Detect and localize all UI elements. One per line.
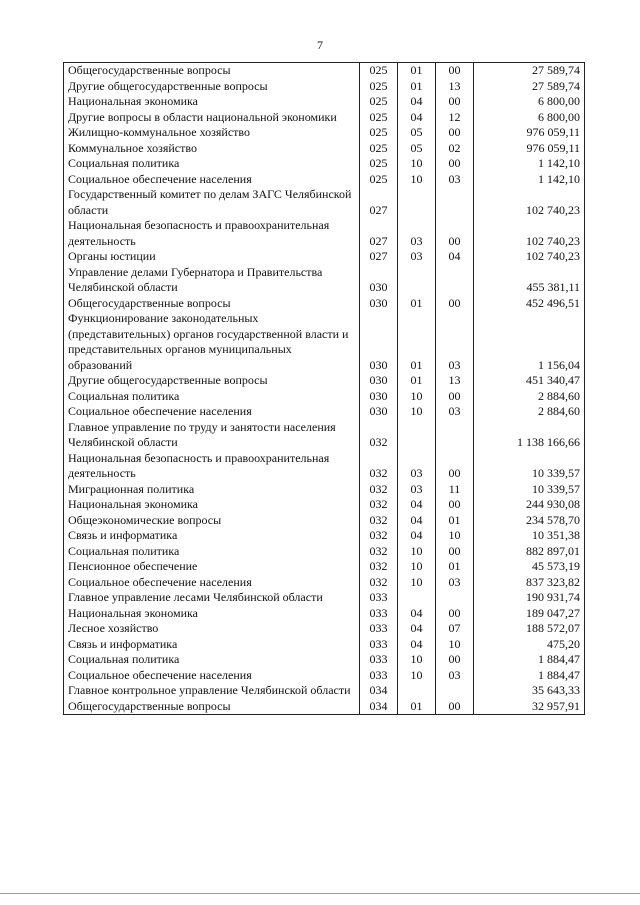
table-row [64,559,585,575]
row-ved-code-cell: 030 [360,404,398,420]
row-section-code-cell: 01 [398,373,436,389]
row-amount-cell: 6 800,00 [474,110,585,126]
table-row [64,110,585,126]
row-amount-cell: 455 381,11 [474,265,585,296]
row-subsection-code-cell: 10 [436,637,474,653]
row-subsection-code-cell: 02 [436,141,474,157]
row-section-code-cell: 10 [398,575,436,591]
row-amount-cell: 2 884,60 [474,389,585,405]
row-name-cell: Государственный комитет по делам ЗАГС Челябинской области [64,187,360,218]
row-section-code-cell: 04 [398,513,436,529]
row-amount-cell: 188 572,07 [474,621,585,637]
row-amount-cell: 452 496,51 [474,296,585,312]
table-row [64,265,585,296]
row-amount-cell: 2 884,60 [474,404,585,420]
row-subsection-code-cell: 11 [436,482,474,498]
row-name-cell: Национальная экономика [64,94,360,110]
table-row [64,296,585,312]
row-amount-cell: 1 884,47 [474,652,585,668]
row-amount-cell: 451 340,47 [474,373,585,389]
row-amount-cell: 976 059,11 [474,125,585,141]
row-name-cell: Другие вопросы в области национальной экономики [64,110,360,126]
row-name-cell: Социальная политика [64,544,360,560]
row-section-code-cell: 01 [398,63,436,79]
row-name-cell: Социальное обеспечение населения [64,404,360,420]
row-section-code-cell: 10 [398,404,436,420]
row-subsection-code-cell: 00 [436,296,474,312]
row-name-cell: Главное управление по труду и занятости населения Челябинской области [64,420,360,451]
row-amount-cell: 976 059,11 [474,141,585,157]
row-section-code-cell: 01 [398,699,436,715]
row-amount-cell: 102 740,23 [474,249,585,265]
row-subsection-code-cell: 00 [436,699,474,715]
row-section-code-cell [398,420,436,451]
table-row [64,125,585,141]
row-section-code-cell: 01 [398,79,436,95]
row-subsection-code-cell: 00 [436,63,474,79]
row-ved-code-cell: 034 [360,699,398,715]
budget-table [63,62,585,715]
row-amount-cell: 10 339,57 [474,451,585,482]
row-amount-cell: 45 573,19 [474,559,585,575]
row-section-code-cell: 10 [398,668,436,684]
row-subsection-code-cell: 07 [436,621,474,637]
row-subsection-code-cell: 12 [436,110,474,126]
row-subsection-code-cell: 13 [436,79,474,95]
table-row [64,606,585,622]
row-name-cell: Общегосударственные вопросы [64,296,360,312]
row-name-cell: Социальное обеспечение населения [64,668,360,684]
row-ved-code-cell: 034 [360,683,398,699]
row-name-cell: Национальная экономика [64,497,360,513]
row-ved-code-cell: 025 [360,79,398,95]
row-ved-code-cell: 027 [360,218,398,249]
row-amount-cell: 234 578,70 [474,513,585,529]
table-row [64,652,585,668]
table-row [64,94,585,110]
row-subsection-code-cell [436,683,474,699]
row-name-cell: Социальная политика [64,156,360,172]
row-ved-code-cell: 033 [360,652,398,668]
table-row [64,668,585,684]
row-name-cell: Управление делами Губернатора и Правительства Челябинской области [64,265,360,296]
row-name-cell: Жилищно-коммунальное хозяйство [64,125,360,141]
table-row [64,544,585,560]
row-name-cell: Социальное обеспечение населения [64,575,360,591]
row-section-code-cell: 10 [398,559,436,575]
row-amount-cell: 27 589,74 [474,79,585,95]
row-name-cell: Функционирование законодательных (представительных) органов государственной власти и представительных органов муниципальных образований [64,311,360,373]
table-row [64,528,585,544]
row-subsection-code-cell [436,265,474,296]
row-section-code-cell: 10 [398,544,436,560]
row-amount-cell: 1 142,10 [474,156,585,172]
row-subsection-code-cell: 03 [436,172,474,188]
row-amount-cell: 1 142,10 [474,172,585,188]
row-subsection-code-cell: 00 [436,451,474,482]
table-row [64,590,585,606]
row-subsection-code-cell: 03 [436,668,474,684]
row-name-cell: Связь и информатика [64,637,360,653]
table-row [64,637,585,653]
row-section-code-cell: 04 [398,94,436,110]
row-ved-code-cell: 025 [360,94,398,110]
page-number: 7 [317,38,323,52]
row-subsection-code-cell: 00 [436,125,474,141]
row-amount-cell: 1 884,47 [474,668,585,684]
row-subsection-code-cell: 01 [436,559,474,575]
row-name-cell: Другие общегосударственные вопросы [64,373,360,389]
row-ved-code-cell: 032 [360,482,398,498]
row-amount-cell: 35 643,33 [474,683,585,699]
row-name-cell: Миграционная политика [64,482,360,498]
row-name-cell: Органы юстиции [64,249,360,265]
row-ved-code-cell: 032 [360,497,398,513]
row-name-cell: Общеэкономические вопросы [64,513,360,529]
row-ved-code-cell: 025 [360,172,398,188]
row-name-cell: Социальная политика [64,389,360,405]
row-subsection-code-cell: 01 [436,513,474,529]
row-amount-cell: 837 323,82 [474,575,585,591]
row-section-code-cell: 01 [398,311,436,373]
row-amount-cell: 32 957,91 [474,699,585,715]
row-section-code-cell: 04 [398,497,436,513]
table-row [64,389,585,405]
row-subsection-code-cell: 13 [436,373,474,389]
row-section-code-cell [398,590,436,606]
table-row [64,172,585,188]
row-subsection-code-cell: 03 [436,311,474,373]
row-subsection-code-cell: 00 [436,544,474,560]
row-ved-code-cell: 032 [360,544,398,560]
row-ved-code-cell: 030 [360,296,398,312]
table-row [64,683,585,699]
row-subsection-code-cell: 03 [436,404,474,420]
table-row [64,156,585,172]
row-name-cell: Социальная политика [64,652,360,668]
row-section-code-cell [398,683,436,699]
table-row [64,621,585,637]
row-ved-code-cell: 033 [360,590,398,606]
row-ved-code-cell: 025 [360,141,398,157]
row-amount-cell: 10 351,38 [474,528,585,544]
row-subsection-code-cell: 00 [436,218,474,249]
row-name-cell: Коммунальное хозяйство [64,141,360,157]
row-name-cell: Социальное обеспечение населения [64,172,360,188]
row-section-code-cell [398,265,436,296]
table-row [64,575,585,591]
row-ved-code-cell: 030 [360,265,398,296]
row-amount-cell: 244 930,08 [474,497,585,513]
row-name-cell: Национальная безопасность и правоохранительная деятельность [64,218,360,249]
row-ved-code-cell: 033 [360,637,398,653]
row-name-cell: Другие общегосударственные вопросы [64,79,360,95]
table-row [64,187,585,218]
row-ved-code-cell: 027 [360,249,398,265]
row-amount-cell: 102 740,23 [474,218,585,249]
row-amount-cell: 27 589,74 [474,63,585,79]
row-ved-code-cell: 032 [360,513,398,529]
row-name-cell: Связь и информатика [64,528,360,544]
table-row [64,249,585,265]
row-subsection-code-cell: 00 [436,652,474,668]
row-name-cell: Пенсионное обеспечение [64,559,360,575]
table-row [64,451,585,482]
row-section-code-cell: 03 [398,451,436,482]
row-name-cell: Национальная экономика [64,606,360,622]
row-subsection-code-cell: 00 [436,156,474,172]
row-ved-code-cell: 032 [360,528,398,544]
row-subsection-code-cell: 03 [436,575,474,591]
table-row [64,699,585,715]
table-row [64,482,585,498]
row-ved-code-cell: 025 [360,110,398,126]
row-section-code-cell: 04 [398,621,436,637]
row-amount-cell: 102 740,23 [474,187,585,218]
table-row [64,141,585,157]
row-section-code-cell: 05 [398,125,436,141]
row-section-code-cell: 10 [398,652,436,668]
row-name-cell: Лесное хозяйство [64,621,360,637]
row-name-cell: Общегосударственные вопросы [64,63,360,79]
row-section-code-cell: 10 [398,389,436,405]
table-row [64,311,585,373]
table-row [64,497,585,513]
row-ved-code-cell: 027 [360,187,398,218]
row-ved-code-cell: 030 [360,389,398,405]
table-row [64,513,585,529]
row-ved-code-cell: 025 [360,156,398,172]
row-amount-cell: 6 800,00 [474,94,585,110]
row-section-code-cell: 10 [398,172,436,188]
row-subsection-code-cell: 10 [436,528,474,544]
page-bottom-rule [0,893,640,894]
table-row [64,63,585,79]
row-ved-code-cell: 025 [360,63,398,79]
row-section-code-cell: 10 [398,156,436,172]
row-section-code-cell: 04 [398,637,436,653]
row-amount-cell: 882 897,01 [474,544,585,560]
row-ved-code-cell: 032 [360,559,398,575]
row-amount-cell: 190 931,74 [474,590,585,606]
table-row [64,404,585,420]
row-name-cell: Главное контрольное управление Челябинской области [64,683,360,699]
budget-table-body [64,63,585,715]
row-ved-code-cell: 032 [360,420,398,451]
row-subsection-code-cell: 00 [436,94,474,110]
row-subsection-code-cell: 00 [436,606,474,622]
row-section-code-cell: 03 [398,249,436,265]
row-ved-code-cell: 030 [360,311,398,373]
row-section-code-cell [398,187,436,218]
row-ved-code-cell: 032 [360,575,398,591]
table-row [64,373,585,389]
row-name-cell: Национальная безопасность и правоохранительная деятельность [64,451,360,482]
row-section-code-cell: 01 [398,296,436,312]
table-row [64,218,585,249]
row-section-code-cell: 03 [398,482,436,498]
row-subsection-code-cell [436,420,474,451]
row-subsection-code-cell: 04 [436,249,474,265]
row-section-code-cell: 05 [398,141,436,157]
row-ved-code-cell: 025 [360,125,398,141]
row-amount-cell: 475,20 [474,637,585,653]
row-section-code-cell: 04 [398,528,436,544]
row-ved-code-cell: 033 [360,621,398,637]
row-ved-code-cell: 033 [360,668,398,684]
row-section-code-cell: 04 [398,110,436,126]
row-amount-cell: 10 339,57 [474,482,585,498]
row-section-code-cell: 04 [398,606,436,622]
table-row [64,79,585,95]
row-subsection-code-cell [436,590,474,606]
row-name-cell: Главное управление лесами Челябинской области [64,590,360,606]
row-ved-code-cell: 030 [360,373,398,389]
row-amount-cell: 1 138 166,66 [474,420,585,451]
row-subsection-code-cell [436,187,474,218]
row-subsection-code-cell: 00 [436,389,474,405]
table-row [64,420,585,451]
row-amount-cell: 1 156,04 [474,311,585,373]
row-ved-code-cell: 032 [360,451,398,482]
row-name-cell: Общегосударственные вопросы [64,699,360,715]
row-section-code-cell: 03 [398,218,436,249]
row-amount-cell: 189 047,27 [474,606,585,622]
row-ved-code-cell: 033 [360,606,398,622]
row-subsection-code-cell: 00 [436,497,474,513]
